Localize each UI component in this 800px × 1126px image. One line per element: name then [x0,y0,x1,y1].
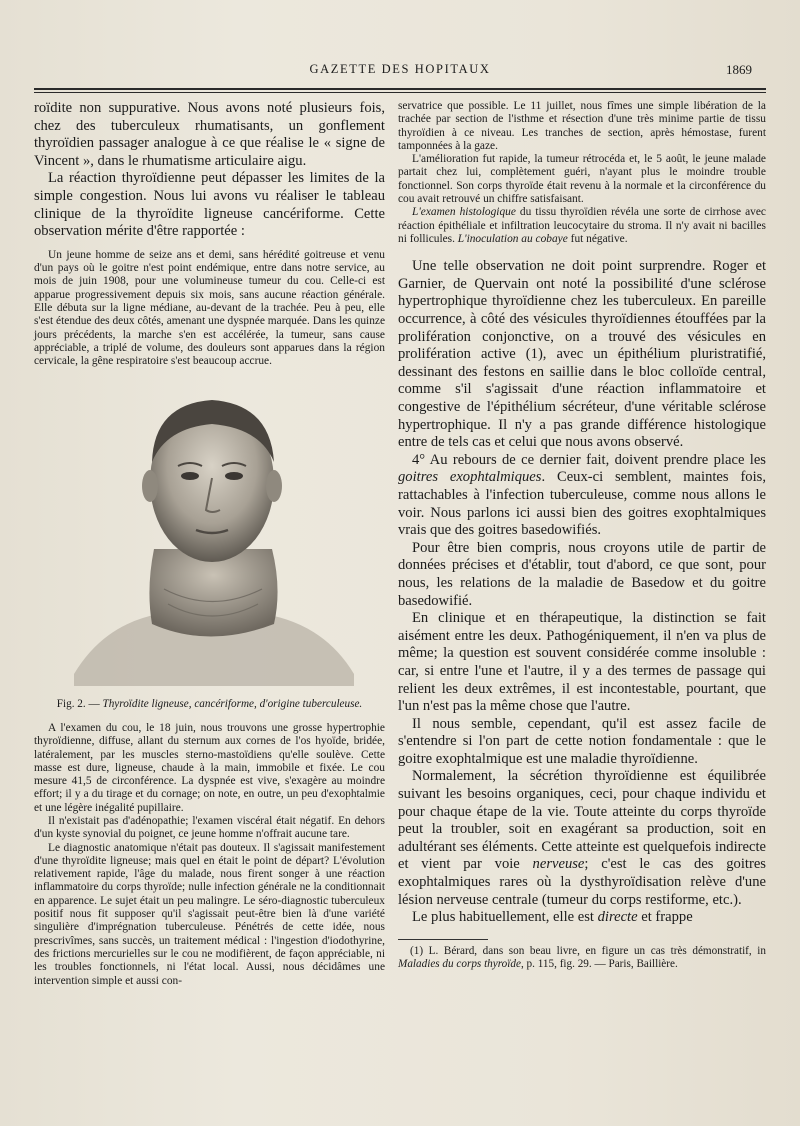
paragraph-observation: Une telle observation ne doit point surprendre. Roger et Garnier, de Quervain ont noté la possibilité d'une sclérose hypertrophique thyroïdienne chez les tuberculeux. En pareille occurrence, à côté des vésicules thyroïdiennes étouffées par la prolifération conjonctive, on a trouvé des vésicules en prolifération active (1), avec un épithélium pluristratifié, dessinant des festons en saillie dans le bloc colloïde central, comme s'il s'agissait d'une réaction inflammatoire et congestive de l'épithélium sécréteur, d'une véritable sclérose hypertrophique. Il n'y a pas grande différence histologique entre de tels cas et celui que nous avons observé. [398,258,766,451]
portrait-figure [34,374,385,698]
paragraph-secretion: Normalement, la sécrétion thyroïdienne est équilibrée suivant les besoins organiques, ceci, pour chaque individu et pour chaque étape de la vie. Toute atteinte du corps thyroïde peut la troubler, soit en exagérant sa production, soit en adultérant ses éléments. Cette atteinte est quelquefois indirecte et vient par voie nerveuse; c'est le cas des goitres exophtalmiques rares où la dysthyroïdisation relève d'une lésion nerveuse centrale (tumeur du corps restiforme, etc.). [398,768,766,908]
paragraph-clinical-distinction: En clinique et en thérapeutique, la distinction se fait aisément entre les deux. Pathogéniquement, il n'en va plus de même; la question est souvent considérée comme insoluble : car, si entre l'une et l'autre, il y a des termes de passage qui relient les deux extrêmes, il est incontestable, pourtant, que l'un n'est pas la même chose que l'autre. [398,610,766,715]
header-rule [34,88,766,90]
case-report-exam: A l'examen du cou, le 18 juin, nous trouvons une grosse hypertrophie thyroïdienne, diffuse, allant du sternum aux cornes de l'os hyoïde, bridée, latéralement, par les muscles sterno-mastoïdiens qu'elle soulève. Cette masse est dure, ligneuse, chaude à la main, immobile et fixée. Le cou mesure 41,5 de circonférence. La dyspnée est vive, s'exagère au moindre effort; il y a du tirage et du cornage; on note, en outre, un peu d'exophtalmie et une légère inégalité pupillaire. [34,721,385,814]
footnote-rule [398,939,488,940]
figure-label: Fig. 2. — [56,698,100,711]
page-number: 1869 [726,62,752,77]
patient-photograph [34,374,385,698]
paragraph-basedow: Pour être bien compris, nous croyons utile de partir de données précises et d'établir, tout d'abord, ce que sont, pour nous, les relations de la maladie de Basedow et du goitre basedowifié. [398,539,766,609]
case-report-histology: L'examen histologique du tissu thyroïdien révéla une sorte de cirrhose avec réaction épithéliale et infiltration leucocytaire du stroma. Il n'y avait ni bacilles ni follicules. L'inoculation au cobaye fut négative. [398,206,766,245]
case-report-outcome: L'amélioration fut rapide, la tumeur rétrocéda et, le 5 août, le jeune malade partait chez lui, complètement guéri, n'ayant plus le moindre trouble fonctionnel. Son corps thyroïde était revenu à la normale et la circonférence du cou avait retrouvé un chiffre satisfaisant. [398,153,766,206]
paragraph-thyroid-disease: Il nous semble, cependant, qu'il est assez facile de s'entendre si l'on part de cette notion fondamentale : que le goitre exophtalmique est une maladie thyroïdienne. [398,715,766,767]
header-rule-thin [34,92,766,93]
case-report-viscera: Il n'existait pas d'adénopathie; l'examen viscéral était négatif. En dehors d'un kyste synovial du poignet, ce jeune homme n'offrait aucune tare. [34,815,385,841]
journal-title: GAZETTE DES HOPITAUX [309,62,491,76]
paragraph-ligneous-thyroiditis: La réaction thyroïdienne peut dépasser les limites de la simple congestion. Nous lui avons vu réaliser le tableau clinique de la thyroïdite ligneuse cancériforme. Cette observation mérite d'être rapportée : [34,170,385,240]
paragraph-exophthalmic-goitre: 4° Au rebours de ce dernier fait, doivent prendre place les goitres exophtalmiques. Ceux-ci semblent, maintes fois, rattachables à l'infection tuberculeuse, comme nous allons le voir. Nous parlons ici aussi bien des goitres exophtalmiques vrais que des goitres basedowifiés. [398,451,766,539]
case-report-diagnosis: Le diagnostic anatomique n'était pas douteux. Il s'agissait manifestement d'une thyroïdite ligneuse; mais quel en était le point de départ? L'évolution relativement rapide, l'âge du malade, nous firent songer à une réaction inflammatoire du corps thyroïde; nulle infection générale ne la conditionnait en apparence. Le sujet était un peu malingre. Le séro-diagnostic tuberculeux positif nous fit supposer qu'il s'agissait peut-être bien là d'une variété singulière d'imprégnation tuberculeuse. Pénétrés de cette idée, nous prescrivîmes, sans succès, un traitement médical : l'ingestion d'iodothyrine, des frictions mercurielles sur le cou ne modifièrent, de façon appréciable, ni les troubles fonctionnels, ni l'état local. Aussi, nous décidâmes une intervention simple et aussi con- [34,841,385,987]
paragraph-direct: Le plus habituellement, elle est directe et frappe [412,909,693,926]
right-column [398,100,766,972]
running-header [30,62,770,82]
figure-caption-text: Thyroïdite ligneuse, cancériforme, d'origine tuberculeuse. [102,698,363,711]
figure-caption [34,698,385,712]
case-report-history: Un jeune homme de seize ans et demi, sans hérédité goitreuse et venu d'un pays où le goitre n'est point endémique, entre dans notre service, au mois de juin 1908, pour une volumineuse tumeur du cou. Celle-ci est apparue progressivement depuis six mois, sans aucune réaction générale. Elle débuta sur la ligne médiane, au-devant de la trachée. Peu à peu, elle s'est étendue des deux côtés, amenant une dyspnée marquée. Dans les quinze jours précédents, la marche s'en est accélérée, la tumeur, sans cause appréciable, a triplé de volume, des douleurs sont apparues dans la région cervicale, la gêne respiratoire s'est beaucoup accrue. [34,248,385,368]
case-report-surgery: servatrice que possible. Le 11 juillet, nous fîmes une simple libération de la trachée par section de l'isthme et résection d'une très minime partie de tissu thyroïdien à ce niveau. Les tranches de section, après hémostase, furent tamponnées à la gaze. [398,100,766,152]
left-column [34,100,385,988]
paragraph-thyroiditis-intro: roïdite non suppurative. Nous avons noté plusieurs fois, chez des tuberculeux rhumatisants, un gonflement thyroïdien passager analogue à ce que réalise le « signe de Vincent », dans le rhumatisme articulaire aigu. [34,100,385,169]
footnote: (1) L. Bérard, dans son beau livre, en figure un cas très démonstratif, in Maladies du corps thyroïde, p. 115, fig. 29. — Paris, Baillière. [398,944,766,971]
